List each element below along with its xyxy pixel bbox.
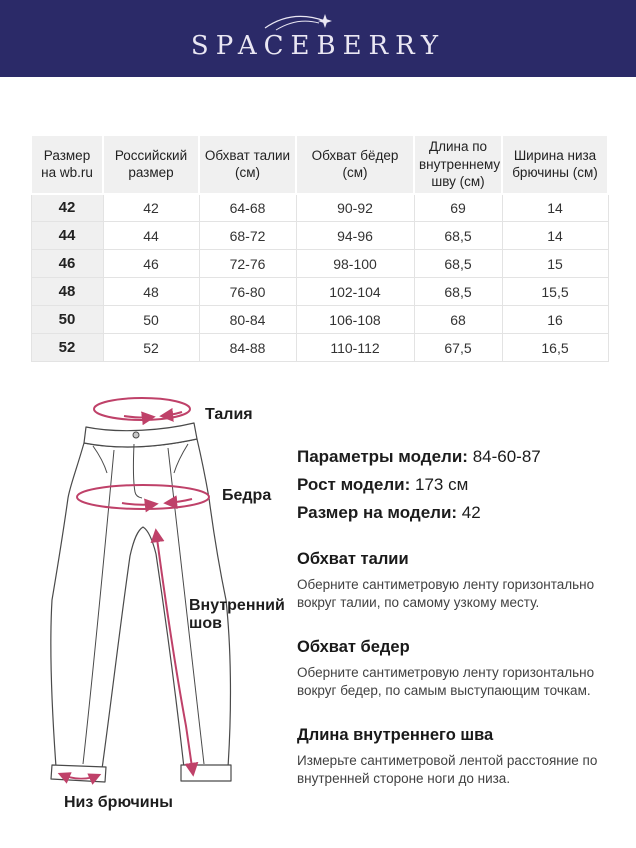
size-cell: 15 bbox=[502, 250, 608, 278]
size-cell-wb: 42 bbox=[31, 194, 103, 222]
size-cell: 106-108 bbox=[296, 306, 414, 334]
size-cell: 69 bbox=[414, 194, 502, 222]
size-cell: 76-80 bbox=[199, 278, 296, 306]
table-row bbox=[31, 278, 608, 306]
size-cell: 14 bbox=[502, 222, 608, 250]
size-cell-wb: 48 bbox=[31, 278, 103, 306]
model-size-value: 42 bbox=[461, 503, 481, 522]
size-cell: 80-84 bbox=[199, 306, 296, 334]
inseam-label: Внутренний шов bbox=[189, 597, 285, 633]
size-table bbox=[30, 134, 609, 362]
size-table-body bbox=[31, 194, 608, 362]
pants-right-cuff bbox=[181, 765, 231, 781]
col-header-wb-size: Размер на wb.ru bbox=[31, 135, 103, 194]
table-row bbox=[31, 194, 608, 222]
col-header-waist: Обхват талии (см) bbox=[199, 135, 296, 194]
guide-inseam-title: Длина внутреннего шва bbox=[297, 726, 494, 745]
table-header-row bbox=[31, 135, 608, 194]
size-cell: 110-112 bbox=[296, 334, 414, 362]
size-cell: 94-96 bbox=[296, 222, 414, 250]
size-cell: 16 bbox=[502, 306, 608, 334]
size-cell: 68 bbox=[414, 306, 502, 334]
guide-hips-text: Оберните сантиметровую ленту горизонтально вокруг бедер, по самым выступающим точкам. bbox=[297, 665, 595, 699]
size-cell-wb: 50 bbox=[31, 306, 103, 334]
col-header-hem-width: Ширина низа брючины (см) bbox=[502, 135, 608, 194]
size-cell-wb: 44 bbox=[31, 222, 103, 250]
size-cell: 14 bbox=[502, 194, 608, 222]
size-cell: 15,5 bbox=[502, 278, 608, 306]
size-cell: 67,5 bbox=[414, 334, 502, 362]
size-cell: 42 bbox=[103, 194, 199, 222]
pants-button bbox=[133, 432, 139, 438]
hem-label: Низ брючины bbox=[64, 794, 173, 811]
table-row bbox=[31, 334, 608, 362]
model-params-label: Параметры модели: bbox=[297, 447, 468, 466]
table-row bbox=[31, 222, 608, 250]
brand-header bbox=[0, 0, 636, 77]
size-cell: 46 bbox=[103, 250, 199, 278]
size-cell: 90-92 bbox=[296, 194, 414, 222]
size-cell: 68-72 bbox=[199, 222, 296, 250]
size-cell: 68,5 bbox=[414, 250, 502, 278]
size-table-header bbox=[31, 135, 608, 194]
model-height-value: 173 см bbox=[414, 475, 469, 494]
col-header-hips: Обхват бёдер (см) bbox=[296, 135, 414, 194]
hips-label: Бедра bbox=[222, 487, 272, 504]
size-cell: 68,5 bbox=[414, 278, 502, 306]
measurement-info-column bbox=[297, 443, 629, 788]
table-row bbox=[31, 306, 608, 334]
model-params-value: 84-60-87 bbox=[472, 447, 541, 466]
guide-inseam-text: Измерьте сантиметровой лентой расстояние по внутренней стороне ноги до низа. bbox=[297, 753, 598, 787]
size-cell: 98-100 bbox=[296, 250, 414, 278]
brand-logo: SPACEBERRY bbox=[190, 30, 446, 61]
size-cell: 102-104 bbox=[296, 278, 414, 306]
size-cell: 68,5 bbox=[414, 222, 502, 250]
waist-label: Талия bbox=[205, 406, 253, 423]
guide-waist-text: Оберните сантиметровую ленту горизонтально вокруг талии, по самому узкому месту. bbox=[297, 577, 595, 611]
model-size-label: Размер на модели: bbox=[297, 503, 458, 522]
size-cell: 84-88 bbox=[199, 334, 296, 362]
size-cell: 52 bbox=[103, 334, 199, 362]
guide-waist-title: Обхват талии bbox=[297, 550, 409, 568]
model-height-line bbox=[297, 471, 629, 499]
size-cell-wb: 46 bbox=[31, 250, 103, 278]
table-row bbox=[31, 250, 608, 278]
col-header-ru-size: Российский размер bbox=[103, 135, 199, 194]
size-cell: 50 bbox=[103, 306, 199, 334]
size-cell-wb: 52 bbox=[31, 334, 103, 362]
guide-hips-title: Обхват бедер bbox=[297, 638, 410, 657]
size-cell: 64-68 bbox=[199, 194, 296, 222]
model-params-line bbox=[297, 443, 629, 471]
col-header-inseam: Длина по внутреннему шву (см) bbox=[414, 135, 502, 194]
size-cell: 72-76 bbox=[199, 250, 296, 278]
size-cell: 48 bbox=[103, 278, 199, 306]
model-size-line bbox=[297, 499, 629, 527]
size-cell: 16,5 bbox=[502, 334, 608, 362]
model-height-label: Рост модели: bbox=[297, 475, 411, 494]
waist-arrow-right bbox=[124, 416, 153, 418]
size-cell: 44 bbox=[103, 222, 199, 250]
